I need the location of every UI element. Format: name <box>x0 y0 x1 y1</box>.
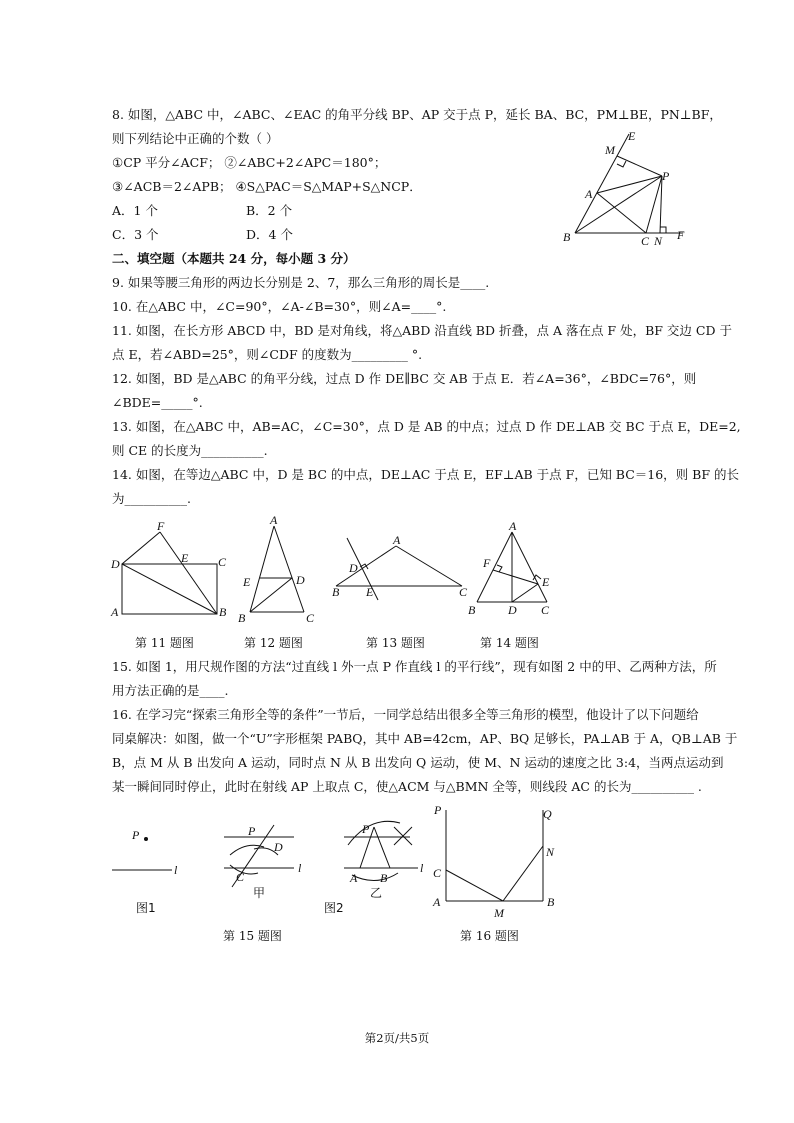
fig14-figure <box>465 520 560 620</box>
fig16-label-b: B <box>547 895 555 909</box>
q15-text-line2: 用方法正确的是____. <box>112 683 229 698</box>
q8-label-n: N <box>654 234 663 248</box>
q16-text-line2: 同桌解决：如图，做一个“U”字形框架 PABQ，其中 AB=42cm，AP、BQ 足够长，PA⊥AB 于 A，QB⊥AB 于 <box>112 731 738 746</box>
fig11-label-c: C <box>218 555 227 569</box>
q8-label-m: M <box>605 143 615 157</box>
fig16-label-q: Q <box>543 807 552 821</box>
fig13-label-a: A <box>393 533 401 547</box>
fig15-jia-label-c: C <box>236 870 245 884</box>
fig15-figure <box>108 815 424 920</box>
fig15-fig1-label-l: l <box>174 863 178 877</box>
q12-text-line2: ∠BDE=_____°. <box>112 395 203 410</box>
fig14-label-d: D <box>508 603 517 617</box>
fig14-label-b: B <box>468 603 476 617</box>
fig15-yi-label-b: B <box>380 871 388 885</box>
fig15-yi-label-p: P <box>362 822 370 836</box>
fig11-label-f: F <box>157 519 165 533</box>
q8-choice-b: B．2 个 <box>246 203 293 218</box>
q10-text: 10. 在△ABC 中，∠C=90°，∠A-∠B=30°，则∠A=____°. <box>112 299 447 314</box>
fig13-label-d: D <box>349 561 358 575</box>
fig14-label-e: E <box>542 575 550 589</box>
fig12-label-c: C <box>306 611 315 625</box>
fig13-figure <box>332 530 472 608</box>
q9-text: 9. 如果等腰三角形的两边长分别是 2、7，那么三角形的周长是____. <box>112 275 490 290</box>
fig15-jia-label-l: l <box>298 861 302 875</box>
fig12-figure <box>238 512 328 630</box>
fig16-figure <box>428 800 568 925</box>
q12-text-line1: 12. 如图，BD 是△ABC 的角平分线，过点 D 作 DE∥BC 交 AB 于点 E．若∠A=36°，∠BDC=76°，则 <box>112 371 697 386</box>
section-2-heading: 二、填空题（本题共 24 分，每小题 3 分） <box>112 251 356 266</box>
q8-stem-line1: 8. 如图，△ABC 中，∠ABC、∠EAC 的角平分线 BP、AP 交于点 P，延长 BA、BC，PM⊥BE，PN⊥BF， <box>112 107 722 122</box>
fig11-label-b: B <box>219 605 227 619</box>
fig16-label-n: N <box>546 845 555 859</box>
fig12-label-a: A <box>270 513 278 527</box>
q8-choice-a: A．1 个 <box>112 203 158 218</box>
q8-choice-c: C．3 个 <box>112 227 159 242</box>
q11-text-line2: 点 E，若∠ABD=25°，则∠CDF 的度数为_________ °. <box>112 347 423 362</box>
q8-label-f: F <box>677 228 685 242</box>
fig15-yi-label-l: l <box>420 861 424 875</box>
fig12-caption: 第 12 题图 <box>244 636 303 650</box>
fig15-fig1-caption: 图1 <box>136 901 156 915</box>
q13-text-line2: 则 CE 的长度为__________. <box>112 443 268 458</box>
fig11-caption: 第 11 题图 <box>135 636 194 650</box>
fig14-label-f: F <box>483 556 491 570</box>
fig13-label-c: C <box>459 585 468 599</box>
q8-label-c: C <box>641 234 650 248</box>
fig14-label-a: A <box>509 519 517 533</box>
q8-choice-d: D．4 个 <box>246 227 293 242</box>
fig15-yi-caption: 乙 <box>370 886 383 900</box>
fig15-fig1-label-p: P <box>132 828 140 842</box>
fig15-jia-caption: 甲 <box>253 886 266 900</box>
q8-label-a: A <box>585 187 593 201</box>
q14-text-line2: 为__________. <box>112 491 191 506</box>
fig16-caption: 第 16 题图 <box>460 929 519 943</box>
fig15-jia-label-p: P <box>248 824 256 838</box>
page-number: 第2页/共5页 <box>364 1031 430 1045</box>
fig13-label-b: B <box>332 585 340 599</box>
fig12-label-d: D <box>296 573 305 587</box>
fig15-fig2-caption: 图2 <box>324 901 344 915</box>
fig12-label-b: B <box>238 611 246 625</box>
q8-options-3-4: ③∠ACB＝2∠APB； ④S△PAC＝S△MAP+S△NCP． <box>112 179 422 194</box>
q8-figure <box>555 128 690 250</box>
fig12-label-e: E <box>243 575 251 589</box>
q8-stem-line2: 则下列结论中正确的个数（ ） <box>112 131 279 146</box>
q8-label-b: B <box>563 230 571 244</box>
fig15-yi-label-a: A <box>350 871 358 885</box>
fig15-caption: 第 15 题图 <box>223 929 282 943</box>
q11-text-line1: 11. 如图，在长方形 ABCD 中，BD 是对角线，将△ABD 沿直线 BD 折叠，点 A 落在点 F 处，BF 交边 CD 于 <box>112 323 732 338</box>
q16-text-line3: B，点 M 从 B 出发向 A 运动，同时点 N 从 B 出发向 Q 运动，使 M、N 运动的速度之比 3:4，当两点运动到 <box>112 755 724 770</box>
fig11-label-a: A <box>111 605 119 619</box>
q8-label-e: E <box>628 129 636 143</box>
fig16-label-m: M <box>494 906 504 920</box>
fig16-label-c: C <box>433 866 442 880</box>
fig11-label-e: E <box>181 551 189 565</box>
fig16-label-p: P <box>434 803 442 817</box>
q16-text-line4: 某一瞬间同时停止，此时在射线 AP 上取点 C，使△ACM 与△BMN 全等，则线段 AC 的长为__________ . <box>112 779 702 794</box>
q8-label-p: P <box>662 169 670 183</box>
fig16-label-a: A <box>433 895 441 909</box>
fig14-caption: 第 14 题图 <box>480 636 539 650</box>
fig14-label-c: C <box>541 603 550 617</box>
fig11-figure <box>108 520 233 620</box>
q16-text-line1: 16. 在学习完“探索三角形全等的条件”一节后，一同学总结出很多全等三角形的模型，他设计了以下问题给 <box>112 707 699 722</box>
fig11-label-d: D <box>111 557 120 571</box>
q13-text-line1: 13. 如图，在△ABC 中，AB=AC，∠C=30°，点 D 是 AB 的中点；过点 D 作 DE⊥AB 交 BC 于点 E，DE=2, <box>112 419 741 434</box>
fig15-jia-label-d: D <box>274 840 283 854</box>
q14-text-line1: 14. 如图，在等边△ABC 中，D 是 BC 的中点，DE⊥AC 于点 E，EF⊥AB 于点 F，已知 BC＝16，则 BF 的长 <box>112 467 739 482</box>
fig13-label-e: E <box>366 585 374 599</box>
q8-options-1-2: ①CP 平分∠ACF； ②∠ABC+2∠APC＝180°； <box>112 155 387 170</box>
fig13-caption: 第 13 题图 <box>366 636 425 650</box>
q15-text-line1: 15. 如图 1，用尺规作图的方法“过直线 l 外一点 P 作直线 l 的平行线”，现有如图 2 中的甲、乙两种方法，所 <box>112 659 717 674</box>
